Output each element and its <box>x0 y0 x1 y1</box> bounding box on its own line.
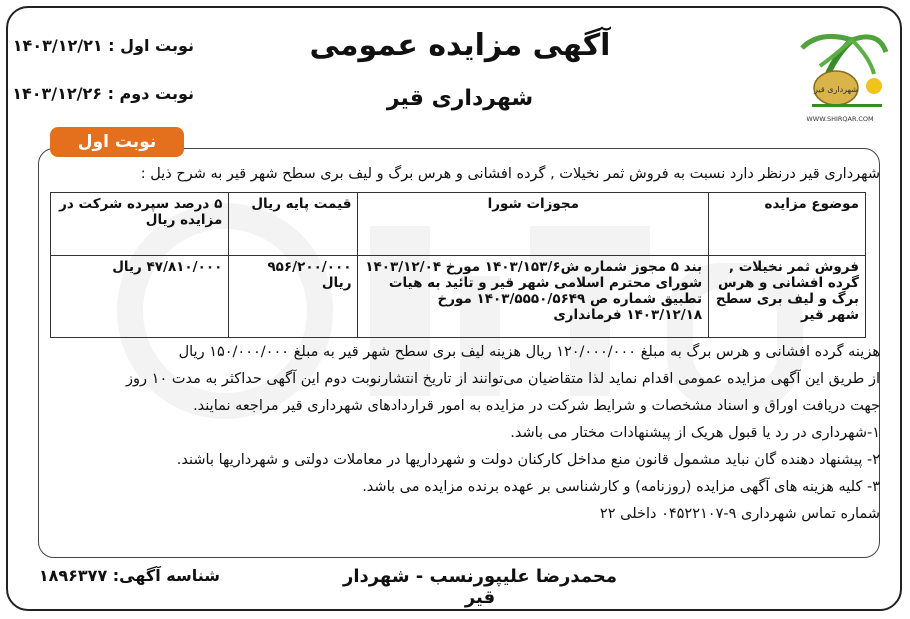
condition-2: ۲- پیشنهاد دهنده گان نباید مشمول قانون منع مداخل کارکنان دولت و شهرداریها در معاملات دولتی و شهرداریها باشند. <box>176 452 880 468</box>
cell-deposit: ۴۷/۸۱۰/۰۰۰ ریال <box>51 256 229 338</box>
contact-line: شماره تماس شهرداری ۹-۰۴۵۲۲۱۰۷ داخلی ۲۲ <box>599 506 880 522</box>
header-base-price: قیمت پایه ریال <box>229 193 358 256</box>
cell-permits: بند ۵ مجوز شماره ش۱۴۰۳/۱۵۳/۶ مورخ ۱۴۰۳/۱۲/۰۴ شورای محترم اسلامی شهر قیر و تائید به هیات تطبیق شماره ص ۱۴۰۳/۵۵۵۰/۵۶۴۹ مورخ ۱۴۰۳/۱۲/۱۸ فرمانداری <box>358 256 709 338</box>
municipality-logo-icon <box>790 22 890 126</box>
instruction-line-1: از طریق این آگهی مزایده عمومی اقدام نماید لذا متقاضیان می‌توانند از تاریخ انتشارنوبت دوم این آگهی حداکثر به مدت ۱۰ روز <box>126 371 880 387</box>
first-round-date: نوبت اول : ۱۴۰۳/۱۲/۲۱ <box>12 36 194 55</box>
mayor-signature: محمدرضا علیپورنسب - شهردار قیر <box>342 566 618 608</box>
header-subject: موضوع مزایده <box>709 193 866 256</box>
ad-id: شناسه آگهی: ۱۸۹۶۳۷۷ <box>38 566 220 585</box>
cell-subject: فروش ثمر نخیلات , گرده افشانی و هرس برگ و لیف بری سطح شهر قیر <box>709 256 866 338</box>
instruction-line-2: جهت دریافت اوراق و اسناد مشخصات و شرایط شرکت در مزایده به امور قراردادهای شهرداری قیر مراجعه نمایند. <box>193 398 880 414</box>
logo-text: شهرداری قیر <box>814 85 858 94</box>
auction-table <box>50 192 866 338</box>
header-permits: مجوزات شورا <box>358 193 709 256</box>
notice-subtitle: شهرداری قیر <box>386 86 534 111</box>
cost-line: هزینه گرده افشانی و هرس برگ به مبلغ ۱۲۰/۰۰۰/۰۰۰ ریال هزینه لیف بری سطح شهر قیر به مبلغ ۱۵۰/۰۰۰/۰۰۰ ریال <box>178 344 880 360</box>
condition-3: ۳- کلیه هزینه های آگهی مزایده (روزنامه) و کارشناسی بر عهده برنده مزایده می باشد. <box>362 479 880 495</box>
cell-base-price: ۹۵۶/۲۰۰/۰۰۰ ریال <box>229 256 358 338</box>
condition-1: ۱-شهرداری در رد یا قبول هریک از پیشنهادات مختار می باشد. <box>510 425 880 441</box>
header-deposit: ۵ درصد سپرده شرکت در مزایده ریال <box>51 193 229 256</box>
logo-url-text: WWW.SHIRQAR.COM <box>806 115 874 123</box>
intro-text: شهرداری قیر درنظر دارد نسبت به فروش ثمر نخیلات , گرده افشانی و هرس برگ و لیف بری سطح شهر قیر به شرح ذیل : <box>140 166 880 182</box>
second-round-date: نوبت دوم : ۱۴۰۳/۱۲/۲۶ <box>12 84 194 103</box>
table-header-row <box>51 193 866 256</box>
table-row <box>51 256 866 338</box>
round-tab: نوبت اول <box>50 127 184 157</box>
notice-title: آگهی مزایده عمومی <box>309 28 611 63</box>
